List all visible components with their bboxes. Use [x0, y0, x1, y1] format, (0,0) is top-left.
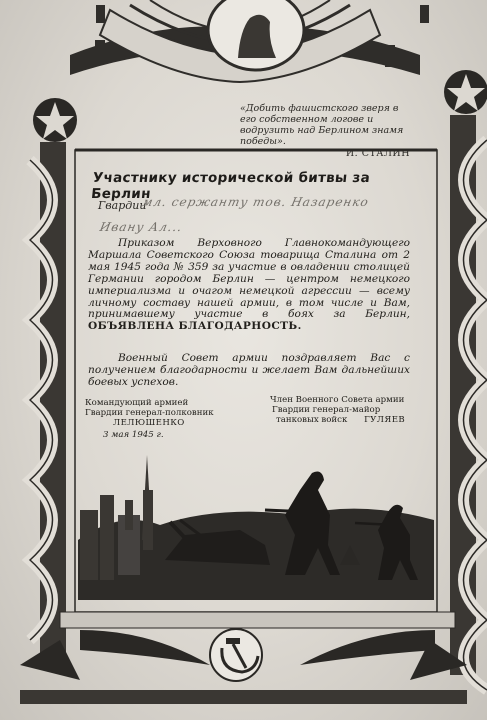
council-member-title: Член Военного Совета армии	[270, 395, 405, 405]
order-text	[88, 238, 410, 333]
recipient-handwritten-name: мл. сержанту тов. Назаренко	[141, 195, 371, 209]
right-star-emblem	[444, 70, 487, 114]
certificate-date: 3 мая 1945 г.	[103, 430, 164, 440]
commander-name: ЛЕЛЮШЕНКО	[113, 418, 185, 428]
order-main-text: Приказом Верховного Главнокомандующего Маршала Советского Союза товарища Сталина от 2 мая 1945 года № 359 за участие в овладении столицей Германии городом Берлин — центром немецкого империализма и очагом немецкой агрессии — всему личному составу нашей армии, в том числе и Вам, принимавшему участие в боях за Берлин,	[88, 237, 410, 321]
army-commander-signature	[85, 398, 235, 440]
council-congratulation: Военный Совет армии поздравляет Вас с получением благодарности и желает Вам дальнейших боевых успехов.	[88, 352, 410, 388]
right-column	[450, 115, 487, 690]
recipient-handwritten-given-name: Ивану Ал...	[98, 220, 184, 234]
certificate-heading: Участнику исторической битвы за Берлин	[90, 170, 371, 202]
left-column	[30, 142, 66, 662]
military-council-signature	[258, 395, 418, 425]
quote-author: И. СТАЛИН	[345, 148, 410, 159]
commander-rank: Гвардии генерал-полковник	[85, 408, 214, 418]
gratitude-announcement: ОБЪЯВЛЕНА БЛАГОДАРНОСТЬ.	[88, 320, 302, 333]
quote-text: «Добить фашистского зверя в его собственном логове и водрузить над Берлином знамя победы».	[240, 103, 404, 147]
council-member-branch: танковых войск	[276, 415, 348, 425]
stalin-quote	[240, 103, 410, 159]
battle-scene-illustration	[78, 455, 434, 600]
top-banner-ornament	[70, 0, 429, 82]
hammer-sickle-emblem	[210, 629, 262, 681]
commander-title: Командующий армией	[85, 398, 189, 408]
left-star-emblem	[33, 98, 77, 142]
recipient-prefix: Гвардии	[98, 199, 147, 212]
council-member-rank: Гвардии генерал-майор	[272, 405, 381, 415]
council-member-name: ГУЛЯЕВ	[364, 415, 406, 425]
